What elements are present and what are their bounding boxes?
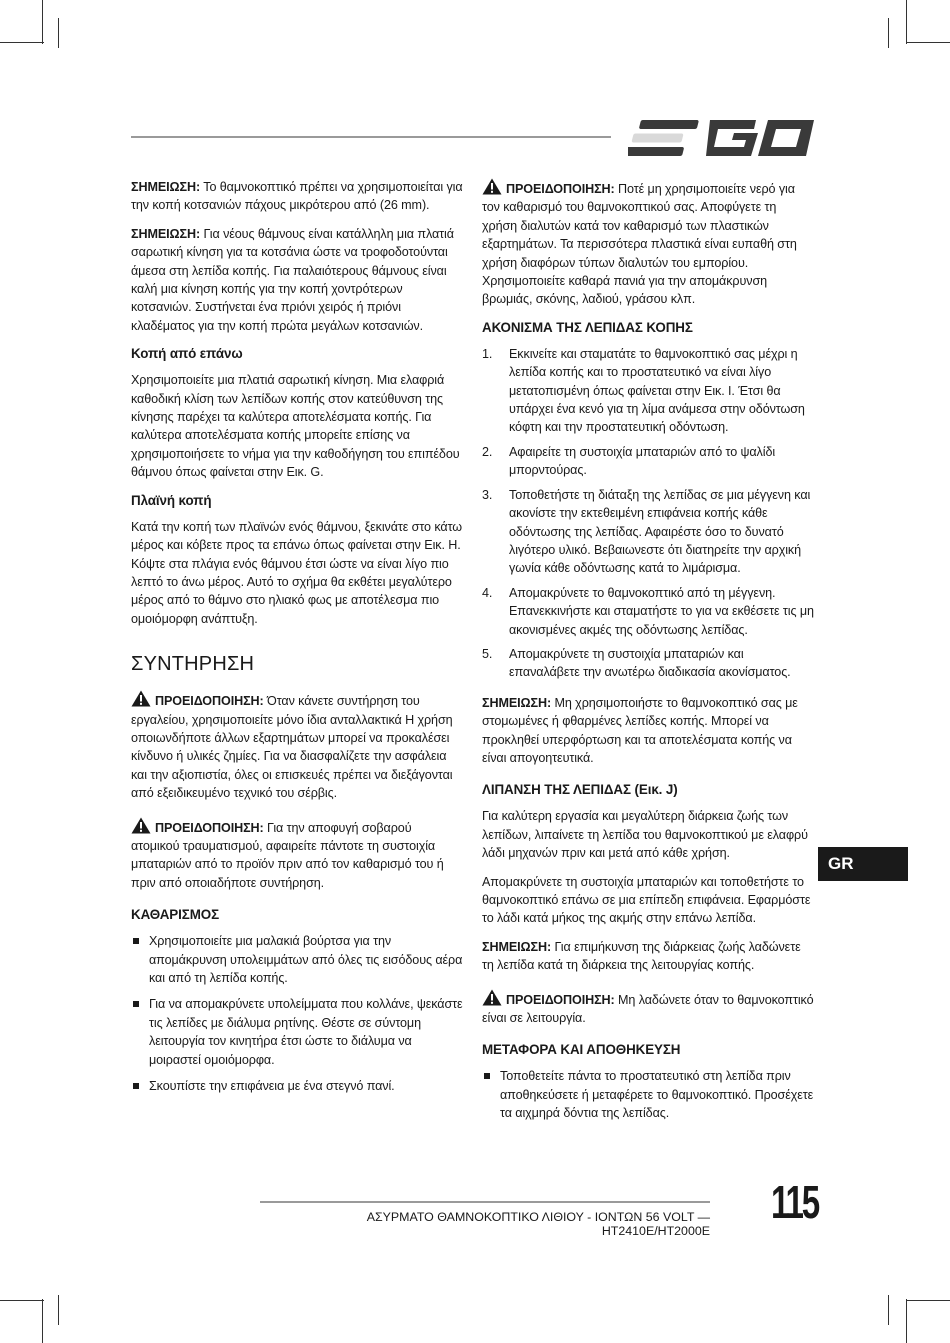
footer-rule [260,1201,710,1203]
step-item: 5. Απομακρύνετε τη συστοιχία μπαταριών και επαναλάβετε την ανωτέρω διαδικασία ακονίσματος. [482,646,791,680]
footer-title: ΑΣΥΡΜΑΤΟ ΘΑΜΝΟΚΟΠΤΙΚΟ ΛΙΘΙΟΥ - ΙΟΝΤΩΝ 56 VOLT — HT2410E/HT2000E [366,1210,710,1238]
bullet-icon [133,1083,139,1089]
crop-mark [888,18,889,48]
bullet-icon [484,1073,490,1079]
list-item: Χρησιμοποιείτε μια μαλακιά βούρτσα για την απομάκρυνση υπολειμμάτων από όλες τις εισόδους αέρα και από τη λεπίδα κοπής. [131,932,463,987]
cleaning-list [131,932,463,1095]
bullet-icon [133,938,139,944]
lubrication-text-1: Για καλύτερη εργασία και μεγαλύτερη διάρκεια ζωής των λεπίδων, λιπαίνετε τη λεπίδα του θαμνοκοπτικού με ελαφρύ λάδι μηχανών πριν και μετά από κάθε χρήση. [482,809,808,861]
bullet-icon [133,1001,139,1007]
step-item: 2. Αφαιρείτε τη συστοιχία μπαταριών από το ψαλίδι μπορντούρας. [482,444,776,478]
lubrication-text-2: Απομακρύνετε τη συστοιχία μπαταριών και τοποθετήστε το θαμνοκοπτικό επάνω σε μια επίπεδη επιφάνεια. Εφαρμόστε το λάδι κατά μήκος της ακμής στην επάνω λεπίδα. [482,874,811,926]
crop-mark [906,0,907,44]
list-item: Σκουπίστε την επιφάνεια με ένα στεγνό πανί. [131,1077,463,1095]
warning-icon [482,989,502,1006]
list-item: Τοποθετείτε πάντα το προστατευτικό στη λεπίδα πριν αποθηκεύσετε ή μεταφέρετε το θαμνοκοπτικό. Προσέχετε τα αιχμηρά δόντια της λεπίδας. [482,1067,814,1122]
page-number: 115 [771,1176,818,1228]
warning-no-oil-running: ΠΡΟΕΙΔΟΠΟΙΗΣΗ: Μη λαδώνετε όταν το θαμνοκοπτικό είναι σε λειτουργία. [482,989,814,1028]
crop-mark [0,42,44,43]
crop-mark [906,1300,950,1301]
list-item: Για να απομακρύνετε υπολείμματα που κολλάνε, ψεκάστε τις λεπίδες με διάλυμα ρητίνης. Θέστε σε σύντομη λειτουργία τον κινητήρα έτσι ώστε το διάλυμα να μοιραστεί ομοιόμορφα. [131,995,463,1069]
side-cut-heading: Πλαϊνή κοπή [131,492,212,508]
sharpening-heading: ΑΚΟΝΙΣΜΑ ΤΗΣ ΛΕΠΙΔΑΣ ΚΟΠΗΣ [482,319,693,335]
right-column [482,178,814,1133]
warning-remove-battery: ΠΡΟΕΙΔΟΠΟΙΗΣΗ: Για την αποφυγή σοβαρού ατομικού τραυματισμού, αφαιρείτε πάντοτε τη συστοιχία μπαταριών από το προϊόν πριν από τον καθαρισμό του ή πριν από οποιαδήποτε συντήρηση. [131,817,463,893]
warning-icon [131,817,151,834]
left-column [131,178,463,1105]
note-lubrication: ΣΗΜΕΙΩΣΗ: Για επιμήκυνση της διάρκειας ζωής λαδώνετε τη λεπίδα κατά τη διάρκεια της λειτουργίας κοπής. [482,939,801,973]
sharpening-steps [482,345,814,682]
crop-mark [888,1295,889,1325]
crop-mark [42,1299,43,1343]
crop-mark [906,42,950,43]
step-item: 1. Εκκινείτε και σταματάτε το θαμνοκοπτικό σας μέχρι η λεπίδα κοπής και το προστατευτικό να είναι λίγο μετατοπισμένη όπως φαίνεται στην Εικ. I. Έτσι θα υπάρχει ένα κενό για τη λίμα ανάμεσα στην οδόντωση κόφτη και την προστατευτική οδόντωση. [482,346,805,435]
top-cut-heading: Κοπή από επάνω [131,346,243,362]
step-item: 4. Απομακρύνετε το θαμνοκοπτικό από τη μέγγενη. Επανεκκινήστε και σταματήστε το για να εκθέσετε τις μη ακονισμένες ακμές της οδόντωσης λεπίδας. [482,585,814,637]
note-stem-size: ΣΗΜΕΙΩΣΗ: Το θαμνοκοπτικό πρέπει να χρησιμοποιείται για την κοπή κοτσανιών πάχους μικρότερου από (26 mm). [131,180,463,213]
language-tab: GR [818,847,908,881]
crop-mark [0,1300,44,1301]
warning-parts: ΠΡΟΕΙΔΟΠΟΙΗΣΗ: Όταν κάνετε συντήρηση του εργαλείου, χρησιμοποιείτε μόνο ίδια ανταλλακτικά Η χρήση οποιωνδήποτε άλλων εξαρτημάτων μπορεί να προκαλέσει κίνδυνο ή υλικές ζημίες. Για να διασφαλίζετε την ασφάλεια και την αξιοπιστία, όλες οι επισκευές πρέπει να διεξάγονται από εξειδικευμένο τεχνικό του σέρβις. [131,690,463,802]
warning-icon [131,690,151,707]
crop-mark [42,0,43,44]
storage-list [482,1067,814,1122]
warning-no-water: ΠΡΟΕΙΔΟΠΟΙΗΣΗ: Ποτέ μη χρησιμοποιείτε νερό για τον καθαρισμό του θαμνοκοπτικού σας. Αποφύγετε τη χρήση διαλυτών κατά τον καθαρισμό των πλαστικών εξαρτημάτων. Τα περισσότερα πλαστικά είναι ευπαθή στη χρήση διαφόρων τύπων διαλυτών του εμπορίου. Χρησιμοποιείτε καθαρά πανιά για την απομάκρυνση βρωμιάς, σκόνης, λαδιού, γράσου κλπ. [482,178,814,309]
header-rule [131,136,611,138]
crop-mark [906,1299,907,1343]
crop-mark [58,18,59,48]
storage-heading: ΜΕΤΑΦΟΡΑ ΚΑΙ ΑΠΟΘΗΚΕΥΣΗ [482,1042,681,1058]
ego-logo [628,116,814,160]
top-cut-text: Χρησιμοποιείτε μια πλατιά σαρωτική κίνηση. Μια ελαφριά καθοδική κλίση των λεπίδων κοπής στον κατεύθυνση της κίνησης παρέχει τα καλύτερα αποτελέσματα κοπής. Για καλύτερα αποτελέσματα κοπής μπορείτε επίσης να χρησιμοποιήσετε το νήμα για την καθοδήγηση του επιπέδου θάμνου όπως φαίνεται στην Εικ. G. [131,373,460,480]
step-item: 3. Τοποθετήστε τη διάταξη της λεπίδας σε μια μέγγενη και ακονίστε την εκτεθειμένη επιφάνεια κοπής κάθε οδόντωσης της λεπίδας. Αφαιρέστε όσο το δυνατό λιγότερο υλικό. Βεβαιωνεστε ότι διατηρείτε την αρχική γωνία κάθε οδόντωσης κατά το λιμάρισμα. [482,487,811,576]
note-dull-blades: ΣΗΜΕΙΩΣΗ: Μη χρησιμοποιήστε το θαμνοκοπτικό σας με στομωμένες ή φθαρμένες λεπίδες κοπής. Μπορεί να προκληθεί υπερφόρτωση και τα αποτελέσματα κοπής να είναι απογοητευτικά. [482,695,798,765]
maintenance-heading: ΣΥΝΤΗΡΗΣΗ [131,653,255,676]
cleaning-heading: ΚΑΘΑΡΙΣΜΟΣ [131,907,220,923]
crop-mark [58,1295,59,1325]
side-cut-text: Κατά την κοπή των πλαϊνών ενός θάμνου, ξεκινάτε στο κάτω μέρος και κόβετε προς τα επάνω όπως φαίνεται στην Εικ. H. Κόψτε στα πλάγια ενός θάμνου έτσι ώστε να είναι λίγο πιο λεπτό το άνω μέρος. Αυτό το σχήμα θα εκθέτει μεγαλύτερο μέρος από το θάμνο στο ηλιακό φως με αποτέλεσμα πιο ομοιόμορφη ανάπτυξη. [131,519,463,626]
lubrication-heading: ΛΙΠΑΝΣΗ ΤΗΣ ΛΕΠΙΔΑΣ (Εικ. J) [482,782,678,798]
note-young-bushes: ΣΗΜΕΙΩΣΗ: Για νέους θάμνους είναι κατάλληλη μια πλατιά σαρωτική κίνηση για τα κοτσάνια ώστε να τροφοδοτούνται άμεσα στη λεπίδα κοπής. Για παλαιότερους θάμνους είναι καλή μια κίνηση κοπής για την κοπή χοντρότερων κοτσανιών. Συστήνεται ένα πριόνι χειρός ή πριόνι κλαδέματος για την κοπή πρώτα μεγάλων κοτσανιών. [131,226,454,333]
warning-icon [482,178,502,195]
